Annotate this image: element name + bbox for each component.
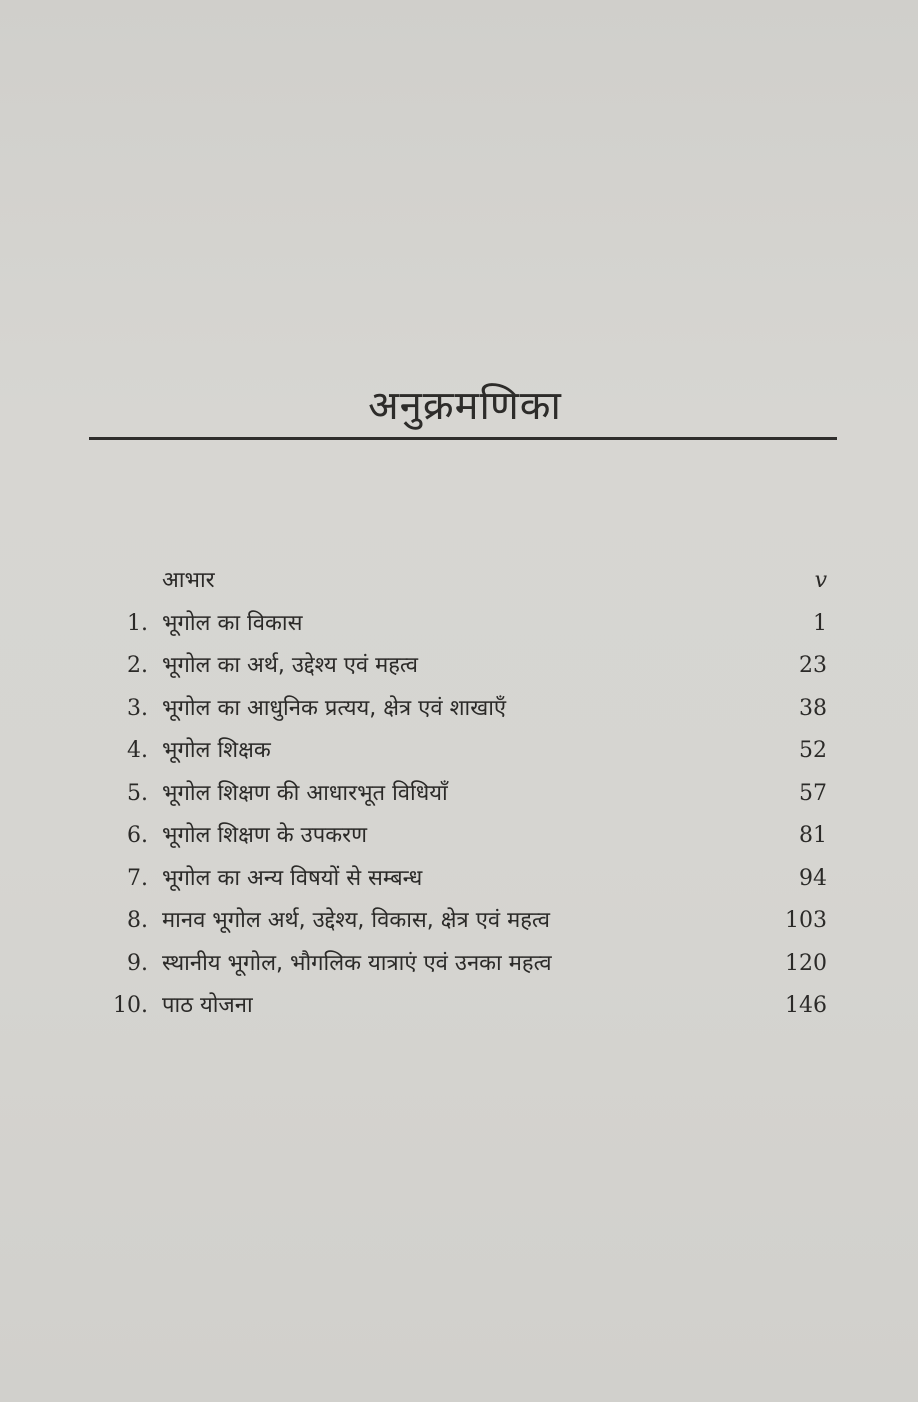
toc-entry-page: 57 [799, 780, 827, 806]
toc-entry-acknowledgement [100, 560, 835, 603]
toc-entry-page: 38 [799, 695, 827, 721]
toc-entry-4 [100, 730, 835, 773]
table-of-contents [100, 560, 835, 1028]
toc-entry-page: 81 [799, 823, 827, 848]
page-title: अनुक्रमणिका [368, 383, 562, 429]
toc-entry-number: 5. [127, 780, 148, 806]
toc-entry-page: 146 [785, 993, 827, 1018]
toc-entry-number: 8. [127, 908, 148, 933]
toc-entry-8 [100, 900, 835, 943]
toc-entry-title: भूगोल का अर्थ, उद्देश्य एवं महत्व [162, 653, 418, 678]
toc-entry-title: भूगोल का आधुनिक प्रत्यय, क्षेत्र एवं शाखाएँ [162, 695, 507, 721]
toc-entry-number: 2. [127, 653, 148, 678]
toc-entry-9 [100, 943, 835, 986]
toc-entry-number: 3. [127, 695, 148, 721]
toc-entry-10 [100, 985, 835, 1028]
toc-entry-1 [100, 603, 835, 646]
toc-entry-title: स्थानीय भूगोल, भौगलिक यात्राएं एवं उनका महत्व [162, 950, 552, 976]
toc-entry-6 [100, 815, 835, 858]
title-divider [89, 437, 837, 440]
toc-entry-7 [100, 858, 835, 901]
toc-entry-title: भूगोल का अन्य विषयों से सम्बन्ध [162, 865, 423, 891]
toc-entry-title: भूगोल शिक्षण के उपकरण [162, 823, 368, 848]
toc-entry-title: भूगोल का विकास [162, 610, 303, 636]
toc-entry-title: पाठ योजना [162, 993, 253, 1018]
toc-entry-3 [100, 688, 835, 731]
toc-entry-page: v [814, 568, 827, 593]
toc-entry-number: 1. [127, 610, 148, 636]
toc-entry-number: 9. [127, 950, 148, 976]
toc-entry-5 [100, 773, 835, 816]
toc-entry-page: 23 [799, 653, 827, 678]
toc-entry-number: 7. [127, 865, 148, 891]
toc-entry-title: भूगोल शिक्षक [162, 738, 271, 763]
toc-entry-page: 103 [785, 908, 827, 933]
toc-entry-title: आभार [162, 568, 215, 593]
toc-entry-title: भूगोल शिक्षण की आधारभूत विधियाँ [162, 780, 448, 806]
toc-entry-page: 1 [813, 610, 827, 636]
toc-entry-2 [100, 645, 835, 688]
toc-entry-number: 6. [127, 823, 148, 848]
toc-entry-title: मानव भूगोल अर्थ, उद्देश्य, विकास, क्षेत्र एवं महत्व [162, 908, 550, 933]
toc-entry-number: 4. [127, 738, 148, 763]
toc-entry-page: 120 [785, 950, 827, 976]
toc-entry-page: 52 [799, 738, 827, 763]
toc-entry-page: 94 [799, 865, 827, 891]
toc-entry-number: 10. [113, 993, 148, 1018]
